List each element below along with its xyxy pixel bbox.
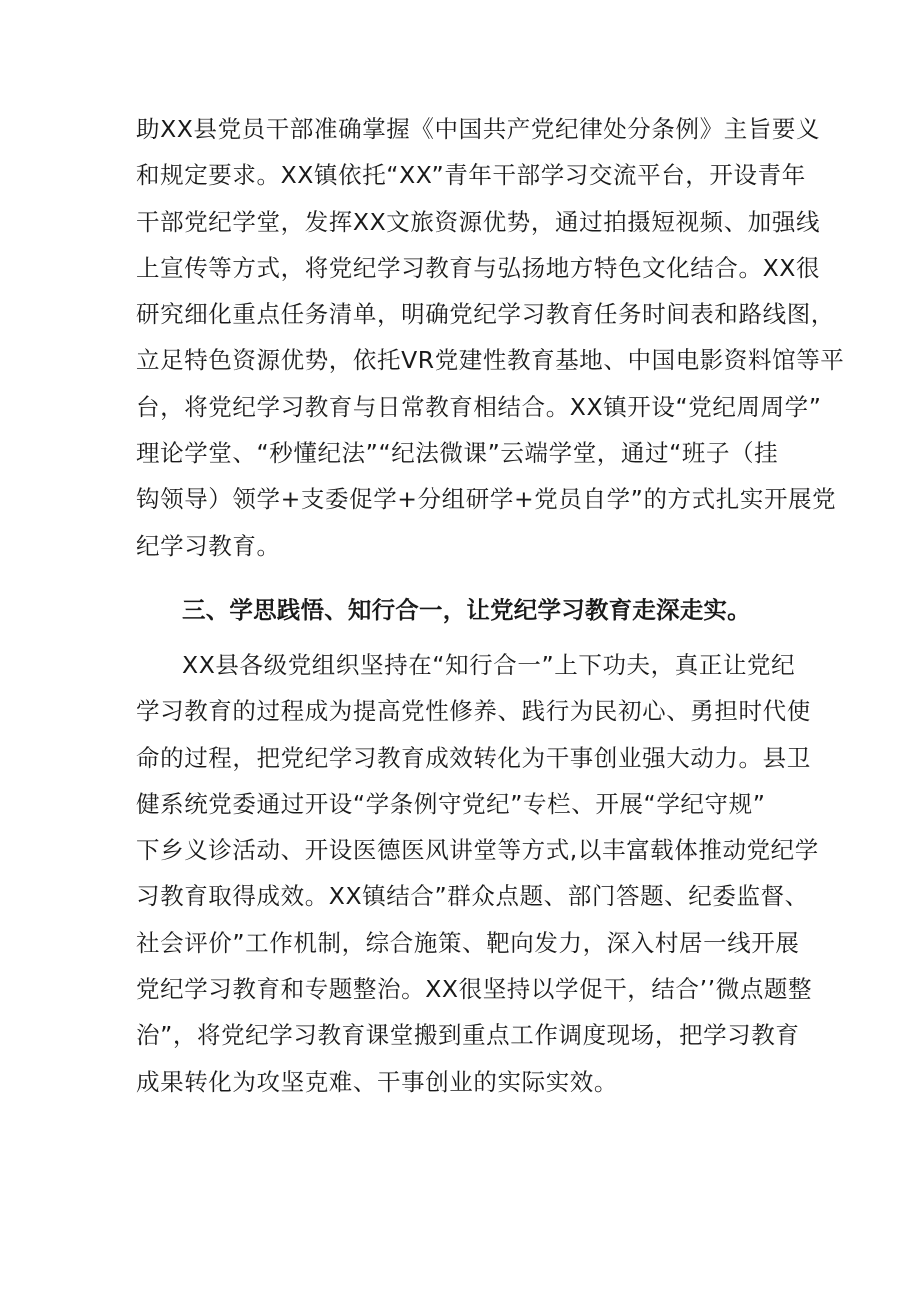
- paragraph-1: [136, 106, 845, 569]
- section-3-heading-block: [136, 587, 796, 633]
- paragraph-line: 台，将党纪学习教育与日常教育相结合。XX镇开设“党纪周周学”: [136, 392, 822, 421]
- paragraph-line: 学习教育的过程成为提高党性修养、践行为民初心、勇担时代使: [136, 697, 811, 726]
- paragraph-line: 健系统党委通过开设“学条例守党纪”专栏、开展“学纪守规”: [136, 789, 766, 818]
- paragraph-line: 研究细化重点任务清单，明确党纪学习教育任务时间表和路线图，: [136, 300, 835, 329]
- paragraph-line: 纪学习教育。: [136, 531, 281, 560]
- section-heading: 三、学思践悟、知行合一，让党纪学习教育走深走实。: [182, 596, 751, 624]
- paragraph-line: 成果转化为攻坚克难、干事创业的实际实效。: [136, 1067, 618, 1096]
- paragraph-line: 和规定要求。XX镇依托“XX”青年干部学习交流平台，开设青年: [136, 161, 806, 190]
- paragraph-line: 治”，将党纪学习教育课堂搬到重点工作调度现场，把学习教育: [136, 1021, 800, 1050]
- paragraph-line: 干部党纪学堂，发挥XX文旅资源优势，通过拍摄短视频、加强线: [136, 207, 821, 236]
- paragraph-line: 党纪学习教育和专题整治。XX很坚持以学促干，结合’’微点题整: [136, 975, 813, 1004]
- paragraph-line: 命的过程，把党纪学习教育成效转化为干事创业强大动力。县卫: [136, 743, 811, 772]
- paragraph-line: 下乡义诊活动、开设医德医风讲堂等方式,以丰富载体推动党纪学: [136, 836, 819, 865]
- paragraph-line: 社会评价”工作机制，综合施策、靶向发力，深入村居一线开展: [136, 928, 800, 957]
- paragraph-line: 钩领导）领学+支委促学+分组研学+党员自学”的方式扎实开展党: [136, 485, 837, 514]
- paragraph-line: 理论学堂、“秒懂纪法”“纪法微课”云端学堂，通过“班子（挂: [136, 439, 779, 468]
- paragraph-2: [136, 642, 819, 1105]
- paragraph-line: 上宣传等方式，将党纪学习教育与弘扬地方特色文化结合。XX很: [136, 253, 821, 282]
- paragraph-line: 立足特色资源优势，依托VR党建性教育基地、中国电影资料馆等平: [136, 346, 845, 375]
- paragraph-line: XX县各级党组织坚持在“知行合一”上下功夫，真正让党纪: [182, 651, 796, 679]
- paragraph-line: 助XX县党员干部准确掌握《中国共产党纪律处分条例》主旨要义: [136, 115, 821, 143]
- paragraph-line: 习教育取得成效。XX镇结合”群众点题、部门答题、纪委监督、: [136, 882, 809, 911]
